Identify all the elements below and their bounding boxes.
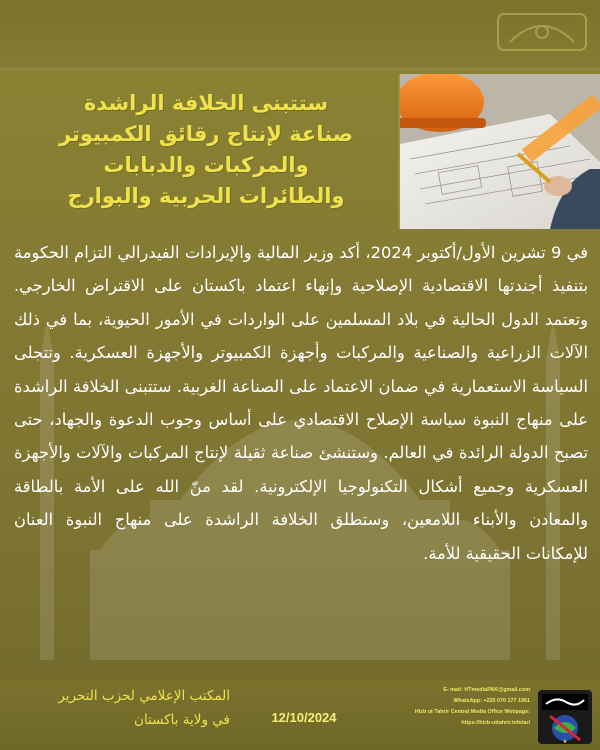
- headline-line-1: ستتبنى الخلافة الراشدة: [84, 91, 328, 115]
- footer-office: [20, 684, 230, 732]
- footer-office-line-2: في ولاية باكستان: [134, 712, 230, 728]
- contact-web-url[interactable]: https://hizb-uttahrir.info/ar/: [461, 720, 530, 726]
- footer-date: 12/10/2024: [271, 710, 337, 725]
- contact-web-label: Hizb ut Tahrir Central Media Office Webpage:: [414, 709, 530, 715]
- hizb-ut-tahrir-logo-icon: [536, 688, 594, 746]
- contact-email: E- mail: HTmediaPAK@gmail.com: [443, 687, 530, 693]
- headline-line-3: والمركبات والدبابات: [103, 153, 309, 177]
- article-body: في 9 تشرين الأول/أكتوبر 2024، أكد وزير المالية والإيرادات الفيدرالي التزام الحكومة بتنفيذ أجندتها الاقتصادية الإصلاحية وإنهاء اعتماد باكستان على الاقتراض الخارجي. وتعتمد الدول الحالية في بلاد المسلمين على الواردات في الأمور الحيوية، بما في ذلك الآلات الزراعية والصناعية والمركبات وأجهزة الكمبيوتر والأجهزة العسكرية. وتتجلى السياسة الاستعمارية في ضمان الاعتماد على الصناعة الغربية. ستتبنى الخلافة الراشدة على منهاج النبوة سياسة الإصلاح الاقتصادي على أساس وجوب الدعوة والجهاد، حتى تصبح الدولة الرائدة في العالم. وستنشئ صناعة ثقيلة لإنتاج المركبات والآلات والأجهزة العسكرية وجميع أشكال التكنولوجيا الإلكترونية. لقد منّ الله على الأمة بالطاقة والمعادن والأبناء اللامعين، وستطلق الخلافة الراشدة على منهاج النبوة العنان للإمكانات الحقيقية للأمة.: [14, 243, 588, 563]
- contact-whatsapp: WhatsApp: +225 070 177 1951: [453, 698, 530, 704]
- footer: [0, 680, 600, 750]
- svg-text:★: ★: [562, 739, 568, 745]
- construction-plans-photo-icon: [400, 74, 600, 229]
- footer-office-line-1: المكتب الإعلامي لحزب التحرير: [58, 688, 230, 704]
- footer-contact: [372, 685, 530, 729]
- headline-line-2: صناعة لإنتاج رقائق الكمبيوتر: [58, 122, 354, 146]
- construction-plans-photo: [398, 74, 600, 229]
- headline: [20, 88, 392, 212]
- watermark-logo-icon: [490, 4, 594, 60]
- headline-line-4: والطائرات الحربية والبوارج: [67, 184, 345, 208]
